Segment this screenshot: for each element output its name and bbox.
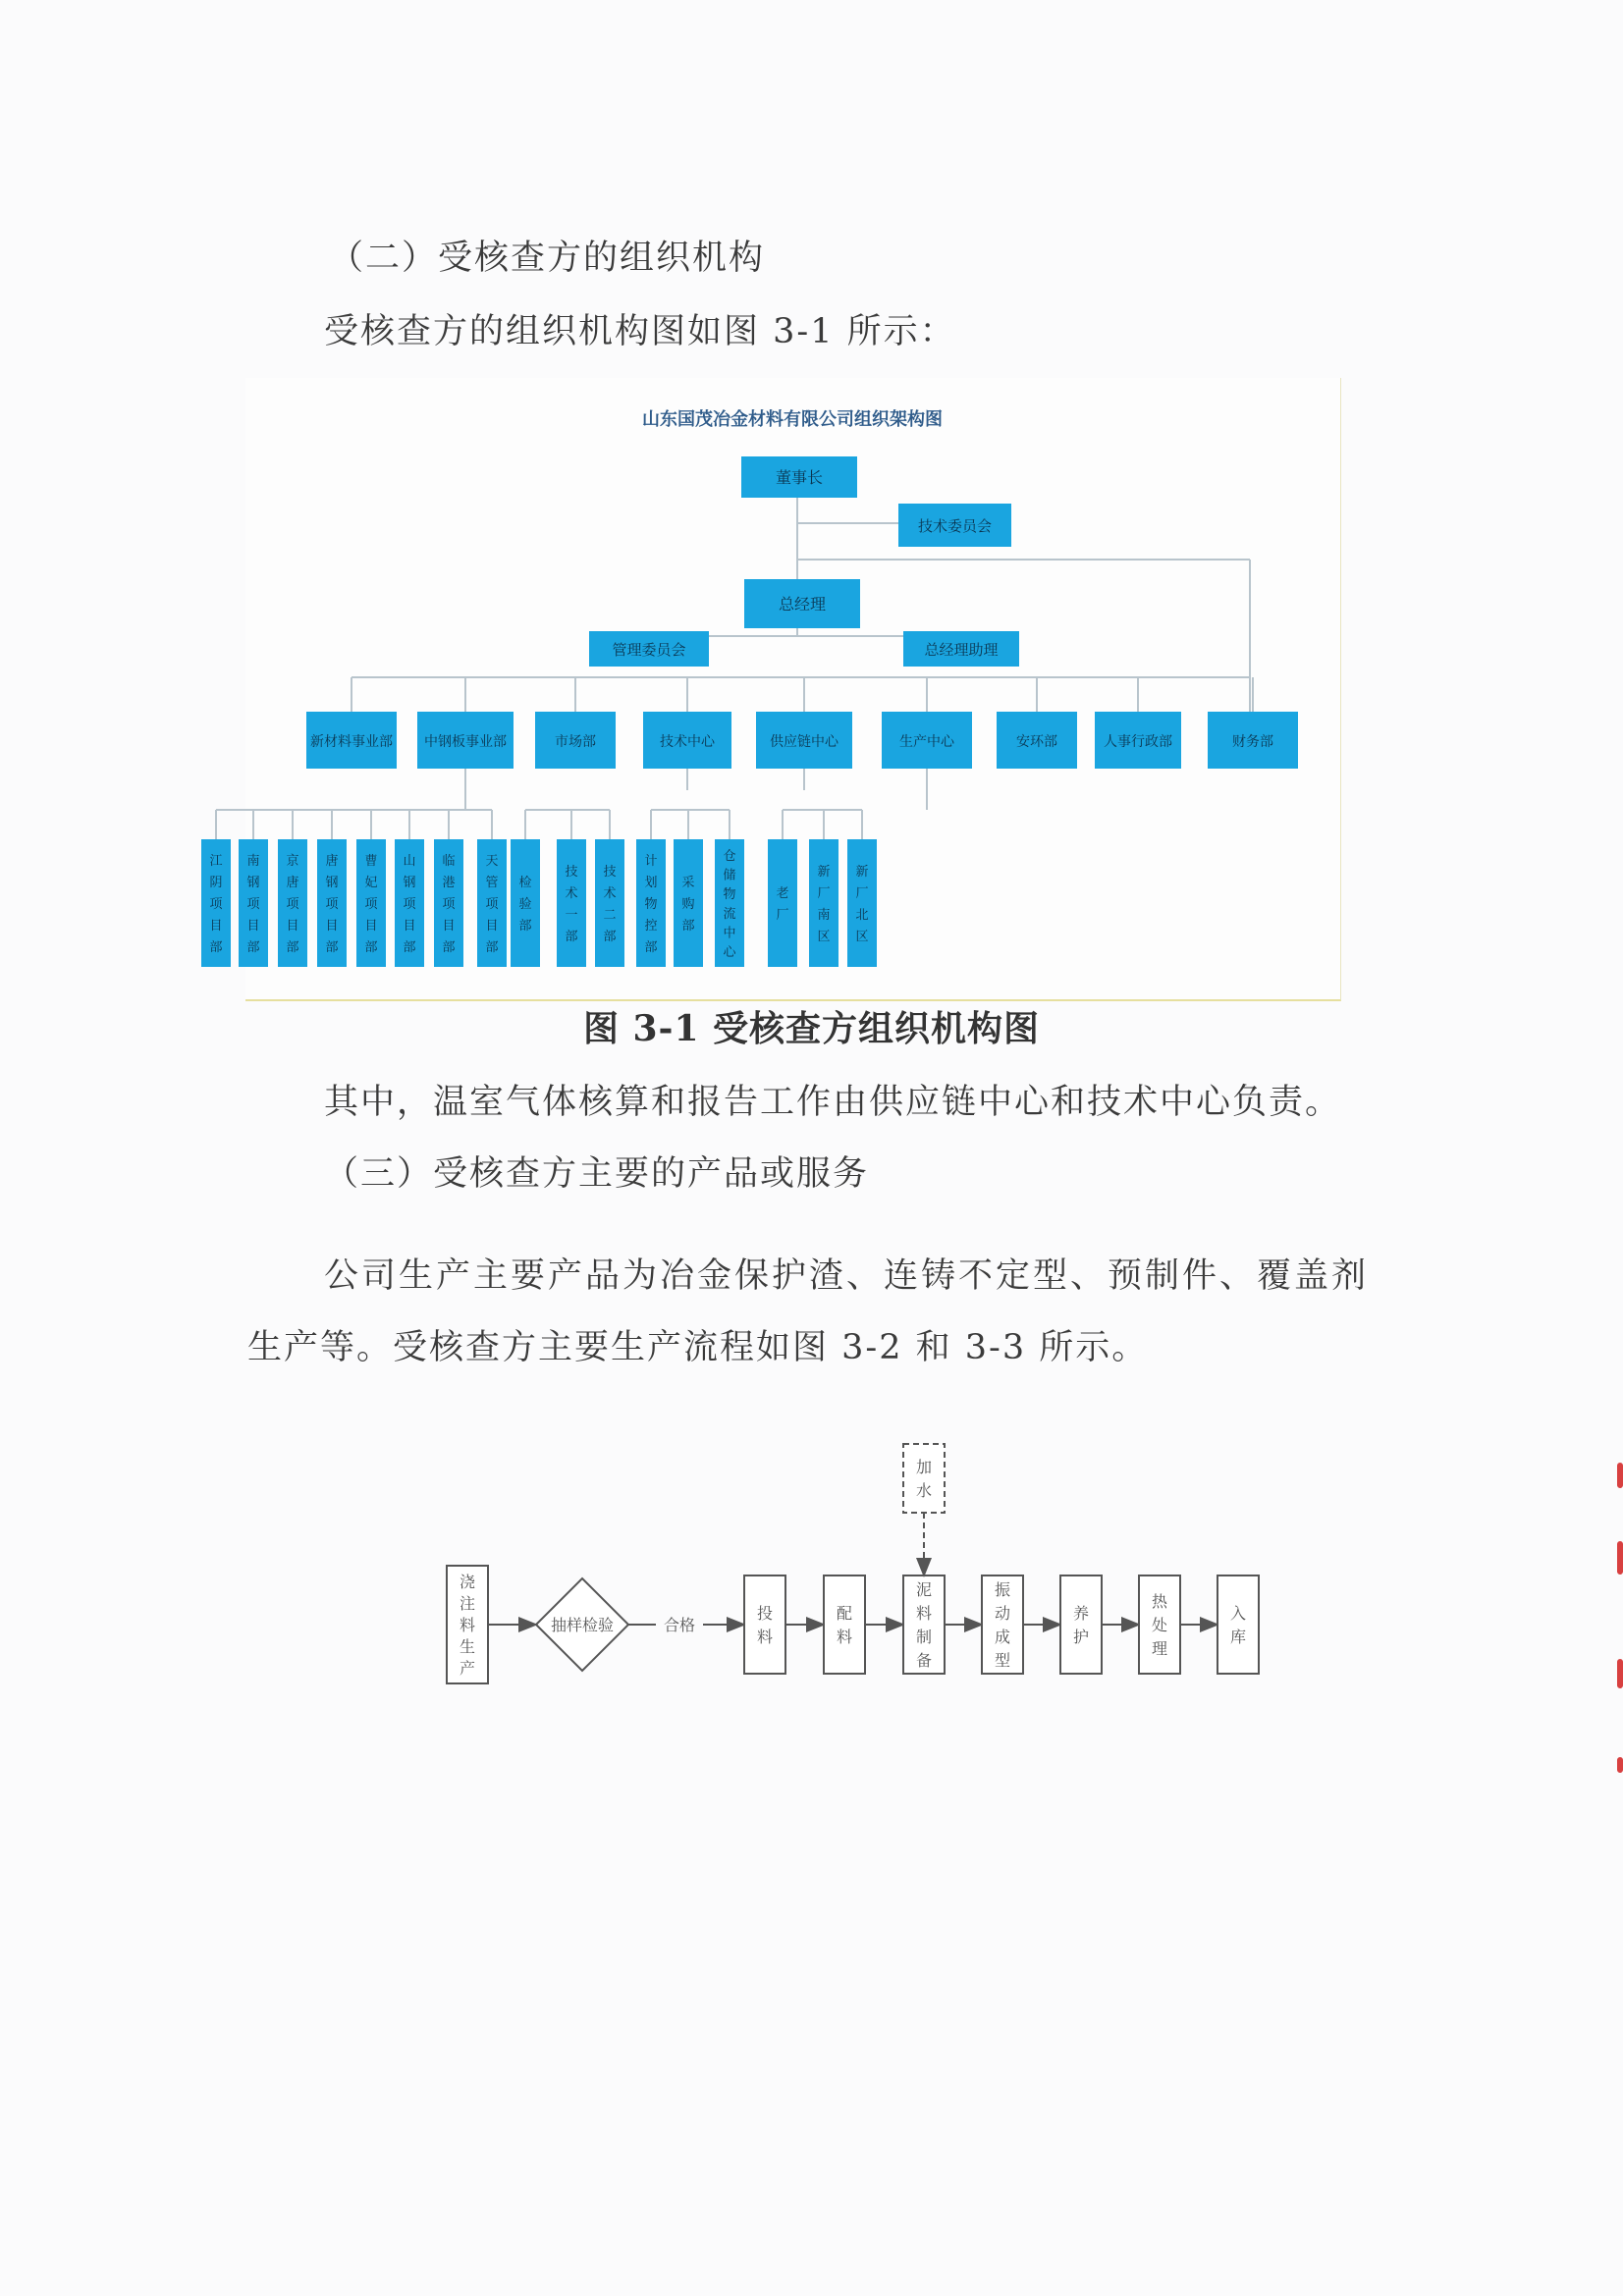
- org-box-label: 目: [325, 919, 339, 934]
- org-box: [557, 839, 586, 967]
- org-box-label: 目: [286, 919, 299, 934]
- flow-step-label: 热: [1151, 1592, 1168, 1611]
- products-text-line1: 公司生产主要产品为冶金保护渣、连铸不定型、预制件、覆盖剂: [324, 1256, 1370, 1296]
- org-node-department: [1208, 712, 1298, 769]
- org-node-department: [997, 712, 1077, 769]
- flow-step-label: 护: [1072, 1628, 1090, 1646]
- org-node-subunit: [557, 839, 586, 967]
- flow-step-label: 型: [994, 1651, 1011, 1670]
- org-box-label: 目: [442, 919, 456, 934]
- org-box-label: 老: [776, 886, 789, 901]
- org-box-label: 中: [723, 926, 736, 941]
- org-intro-text: 受核查方的组织机构图如图 3-1 所示：: [324, 312, 956, 351]
- org-box-label: 曹: [364, 854, 378, 869]
- flow-step-label: 生: [459, 1637, 476, 1656]
- org-box: [768, 839, 797, 967]
- flow-node-step: [744, 1575, 785, 1674]
- org-box-label: 南: [817, 908, 831, 923]
- org-box-label: 部: [286, 940, 299, 955]
- org-box-label: 北: [855, 908, 869, 923]
- org-box-label: 新: [817, 865, 831, 880]
- section-heading-products: （三）受核查方主要的产品或服务: [324, 1154, 870, 1194]
- org-node-subunit: [201, 839, 231, 967]
- org-node-department: [756, 712, 852, 769]
- org-box-label: 项: [364, 897, 378, 912]
- org-box-label: 唐: [325, 854, 339, 869]
- org-box-label: 厂: [855, 886, 869, 901]
- org-box-label: 采: [681, 876, 695, 890]
- flow-node-start: [447, 1566, 488, 1683]
- org-box-label: 港: [442, 876, 456, 890]
- org-box-label: 控: [644, 919, 658, 934]
- org-box-label: 部: [681, 919, 695, 934]
- org-box-label: 项: [209, 897, 223, 912]
- flow-node-step: [1139, 1575, 1180, 1674]
- org-node-subunit: [434, 839, 463, 967]
- flow-step-label: 料: [836, 1628, 853, 1646]
- org-node-management-committee: [589, 631, 709, 667]
- org-box-label: 术: [603, 886, 617, 901]
- org-box-label: 仓: [723, 848, 736, 864]
- process-flowchart: [432, 1438, 1276, 1678]
- flow-node-step: [1217, 1575, 1259, 1674]
- org-node-department: [882, 712, 972, 769]
- flow-node-extra-input: [903, 1444, 945, 1513]
- flow-box: [1060, 1575, 1102, 1674]
- org-box-label: 总经理助理: [924, 641, 999, 659]
- org-node-department: [417, 712, 514, 769]
- org-box-label: 物: [644, 897, 658, 912]
- org-node-department: [1095, 712, 1181, 769]
- flow-node-step: [824, 1575, 865, 1674]
- org-chart-image: [209, 378, 1341, 1001]
- org-box-label: 财务部: [1232, 734, 1273, 750]
- org-box-label: 目: [403, 919, 416, 934]
- org-box-label: 管: [485, 876, 499, 890]
- flow-step-label: 入: [1229, 1604, 1247, 1623]
- org-box-label: 部: [565, 930, 578, 944]
- flow-step-label: 料: [459, 1616, 476, 1634]
- flow-node-step: [903, 1575, 945, 1674]
- flow-step-label: 水: [915, 1481, 933, 1500]
- flow-box: [824, 1575, 865, 1674]
- org-box-label: 项: [325, 897, 339, 912]
- figure-caption: 图 3-1 受核查方组织机构图: [582, 1008, 1041, 1049]
- org-box-label: 项: [442, 897, 456, 912]
- org-box-label: 部: [209, 940, 223, 955]
- org-box-label: 中钢板事业部: [424, 734, 507, 750]
- products-text-line2: 生产等。受核查方主要生产流程如图 3-2 和 3-3 所示。: [247, 1328, 1149, 1367]
- org-box-label: 术: [565, 886, 578, 901]
- org-box-label: 生产中心: [899, 734, 954, 750]
- org-box-label: 钢: [403, 876, 416, 890]
- org-node-department: [306, 712, 397, 769]
- org-node-subunit: [239, 839, 268, 967]
- flow-step-label: 处: [1151, 1616, 1168, 1634]
- org-box-label: 部: [403, 940, 416, 955]
- org-box-label: 项: [246, 897, 260, 912]
- org-node-general-manager: [744, 579, 860, 628]
- org-node-subunit: [768, 839, 797, 967]
- org-node-chairman: [741, 456, 857, 498]
- flow-step-label: 注: [459, 1594, 476, 1613]
- flow-step-label: 库: [1229, 1628, 1247, 1646]
- org-node-department: [535, 712, 616, 769]
- org-box-label: 供应链中心: [770, 734, 839, 750]
- org-box-label: 人事行政部: [1104, 734, 1172, 750]
- org-box-label: 厂: [817, 886, 831, 901]
- flow-step-label: 配: [836, 1604, 853, 1623]
- org-box-label: 目: [209, 919, 223, 934]
- org-box-label: 技: [565, 865, 578, 880]
- org-box-label: 部: [603, 930, 617, 944]
- org-box-label: 技: [603, 865, 617, 880]
- org-box-label: 技术委员会: [917, 517, 993, 535]
- ghg-responsibility-text: 其中，温室气体核算和报告工作由供应链中心和技术中心负责。: [324, 1083, 1342, 1122]
- flow-step-label: 制: [915, 1628, 933, 1646]
- org-box-label: 妃: [364, 876, 378, 890]
- org-box-label: 目: [364, 919, 378, 934]
- org-box-label: 部: [246, 940, 260, 955]
- org-box-label: 项: [403, 897, 416, 912]
- org-node-department: [643, 712, 731, 769]
- org-box-label: 储: [723, 868, 736, 883]
- org-box-label: 厂: [776, 908, 789, 923]
- org-box-label: 董事长: [775, 468, 824, 487]
- org-box-label: 流: [723, 906, 736, 922]
- flow-step-label: 养: [1072, 1604, 1090, 1623]
- org-box-label: 目: [246, 919, 260, 934]
- org-box-label: 项: [286, 897, 299, 912]
- org-box: [809, 839, 839, 967]
- flow-step-label: 理: [1151, 1639, 1168, 1658]
- org-box-label: 技术中心: [660, 734, 715, 750]
- flow-node-decision: [536, 1578, 628, 1671]
- org-box-label: 唐: [286, 876, 299, 890]
- flow-decision-label: 抽样检验: [550, 1616, 615, 1634]
- org-box-label: 二: [603, 908, 617, 923]
- org-node-subunit: [715, 839, 744, 967]
- flow-step-label: 产: [459, 1659, 476, 1678]
- org-box-label: 区: [817, 930, 831, 944]
- org-box-label: 项: [485, 897, 499, 912]
- org-box-label: 管理委员会: [612, 641, 686, 659]
- flow-step-label: 浇: [459, 1573, 476, 1591]
- org-box-label: 安环部: [1016, 734, 1057, 750]
- org-box-label: 部: [442, 940, 456, 955]
- org-box-label: 部: [644, 940, 658, 955]
- flow-step-label: 成: [994, 1628, 1011, 1646]
- org-node-subunit: [674, 839, 703, 967]
- org-box: [847, 839, 877, 967]
- seal-stamp-edge: [1609, 1463, 1623, 1777]
- org-box-label: 市场部: [555, 734, 596, 750]
- org-box-label: 新: [855, 865, 869, 880]
- flow-step-label: 料: [915, 1604, 933, 1623]
- org-node-subunit: [317, 839, 347, 967]
- flow-node-step: [982, 1575, 1023, 1674]
- org-box-label: 钢: [246, 876, 260, 890]
- section-heading-org: （二）受核查方的组织机构: [329, 239, 766, 278]
- org-box-label: 检: [518, 876, 532, 890]
- flow-step-label: 动: [994, 1604, 1011, 1623]
- org-box-label: 南: [246, 854, 260, 869]
- org-box-label: 新材料事业部: [310, 734, 393, 750]
- org-box-label: 京: [286, 854, 299, 869]
- org-box-label: 物: [723, 887, 736, 903]
- flow-box: [744, 1575, 785, 1674]
- org-node-subunit: [395, 839, 424, 967]
- flow-step-label: 料: [756, 1628, 774, 1646]
- org-box-label: 验: [518, 897, 532, 912]
- org-node-subunit: [278, 839, 307, 967]
- org-node-subunit: [636, 839, 666, 967]
- org-node-subunit: [809, 839, 839, 967]
- org-node-subunit: [477, 839, 507, 967]
- org-box-label: 一: [565, 908, 578, 923]
- flow-step-label: 泥: [915, 1580, 933, 1599]
- org-box-label: 江: [209, 854, 223, 869]
- org-box: [595, 839, 624, 967]
- flow-box: [1217, 1575, 1259, 1674]
- flow-box: [903, 1444, 945, 1513]
- org-box-label: 部: [518, 919, 532, 934]
- org-node-subunit: [847, 839, 877, 967]
- org-chart-title: 山东国茂冶金材料有限公司组织架构图: [642, 409, 943, 430]
- org-box-label: 天: [485, 854, 499, 869]
- org-node-gm-assistant: [903, 631, 1019, 667]
- org-node-tech-committee: [898, 504, 1011, 547]
- org-box-label: 总经理: [778, 595, 827, 614]
- org-box-label: 钢: [325, 876, 339, 890]
- org-chart: [209, 378, 1340, 999]
- flow-edge-label: 合格: [663, 1616, 696, 1634]
- org-box-label: 计: [644, 854, 658, 869]
- org-node-subunit: [595, 839, 624, 967]
- org-box-label: 区: [855, 930, 869, 944]
- org-box-label: 划: [644, 876, 658, 890]
- org-node-subunit: [511, 839, 540, 967]
- org-node-subunit: [356, 839, 386, 967]
- org-box-label: 部: [364, 940, 378, 955]
- flow-step-label: 备: [915, 1651, 933, 1670]
- org-box-label: 临: [442, 854, 456, 869]
- flow-step-label: 投: [756, 1604, 774, 1623]
- flow-node-step: [1060, 1575, 1102, 1674]
- org-box-label: 部: [325, 940, 339, 955]
- org-box-label: 部: [485, 940, 499, 955]
- org-box-label: 山: [403, 854, 416, 869]
- org-box-label: 阴: [209, 876, 223, 890]
- org-box-label: 目: [485, 919, 499, 934]
- flow-step-label: 加: [915, 1458, 933, 1476]
- org-box-label: 心: [723, 945, 736, 961]
- flow-step-label: 振: [994, 1580, 1011, 1599]
- org-box-label: 购: [681, 897, 695, 912]
